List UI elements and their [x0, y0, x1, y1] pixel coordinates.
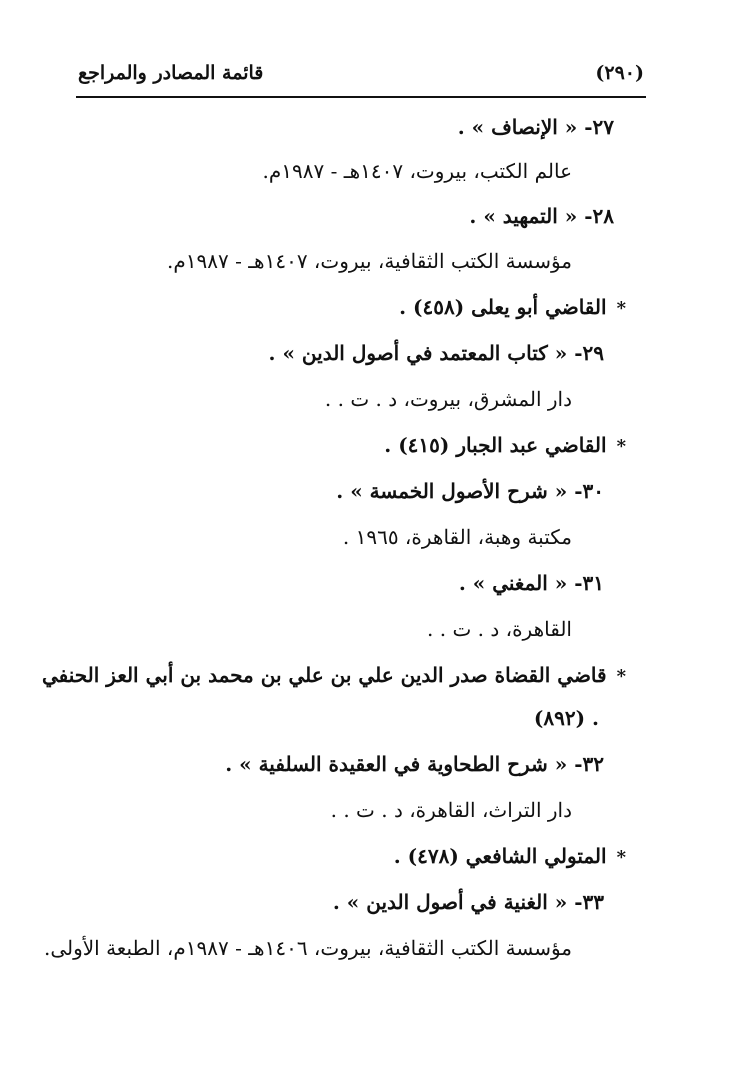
entry-31-title: ٣١- « المغني » .	[458, 571, 604, 595]
entry-33-publisher: مؤسسة الكتب الثقافية، بيروت، ١٤٠٦هـ - ١٩٨٧م، الطبعة الأولى.	[43, 936, 572, 960]
entry-30-publisher: مكتبة وهبة، القاهرة، ١٩٦٥ .	[342, 525, 572, 549]
entry-27-publisher: عالم الكتب، بيروت، ١٤٠٧هـ - ١٩٨٧م.	[262, 159, 572, 183]
entry-29-title: ٢٩- « كتاب المعتمد في أصول الدين » .	[268, 341, 604, 365]
author-abd-al-jabbar: *القاضي عبد الجبار (٤١٥) .	[384, 433, 626, 457]
author-ibn-abi-al-izz: *قاضي القضاة صدر الدين علي بن علي بن محمد بن أبي العز الحنفي	[41, 663, 626, 687]
bullet-star-icon: *	[616, 298, 626, 319]
entry-28-title: ٢٨- « التمهيد » .	[469, 204, 614, 228]
entry-33-title: ٣٣- « الغنية في أصول الدين » .	[332, 890, 604, 914]
bullet-star-icon: *	[616, 847, 626, 868]
entry-31-publisher: القاهرة، د . ت . .	[427, 617, 572, 641]
page-number: (٢٩٠)	[595, 62, 644, 84]
header-rule	[76, 96, 646, 98]
author-abu-yala: *القاضي أبو يعلى (٤٥٨) .	[399, 295, 626, 319]
entry-28-publisher: مؤسسة الكتب الثقافية، بيروت، ١٤٠٧هـ - ١٩٨٧م.	[167, 249, 572, 273]
entry-32-publisher: دار التراث، القاهرة، د . ت . .	[330, 798, 572, 822]
entry-30-title: ٣٠- « شرح الأصول الخمسة » .	[336, 479, 604, 503]
running-header-title: قائمة المصادر والمراجع	[78, 62, 264, 84]
entry-32-title: ٣٢- « شرح الطحاوية في العقيدة السلفية » .	[225, 752, 604, 776]
bullet-star-icon: *	[616, 436, 626, 457]
author-mutawalli: *المتولي الشافعي (٤٧٨) .	[393, 844, 626, 868]
entry-27-title: ٢٧- « الإنصاف » .	[457, 115, 614, 139]
bullet-star-icon: *	[616, 666, 626, 687]
entry-29-publisher: دار المشرق، بيروت، د . ت . .	[324, 387, 572, 411]
author-ibn-abi-al-izz-date: (٨٩٢) .	[533, 706, 599, 730]
